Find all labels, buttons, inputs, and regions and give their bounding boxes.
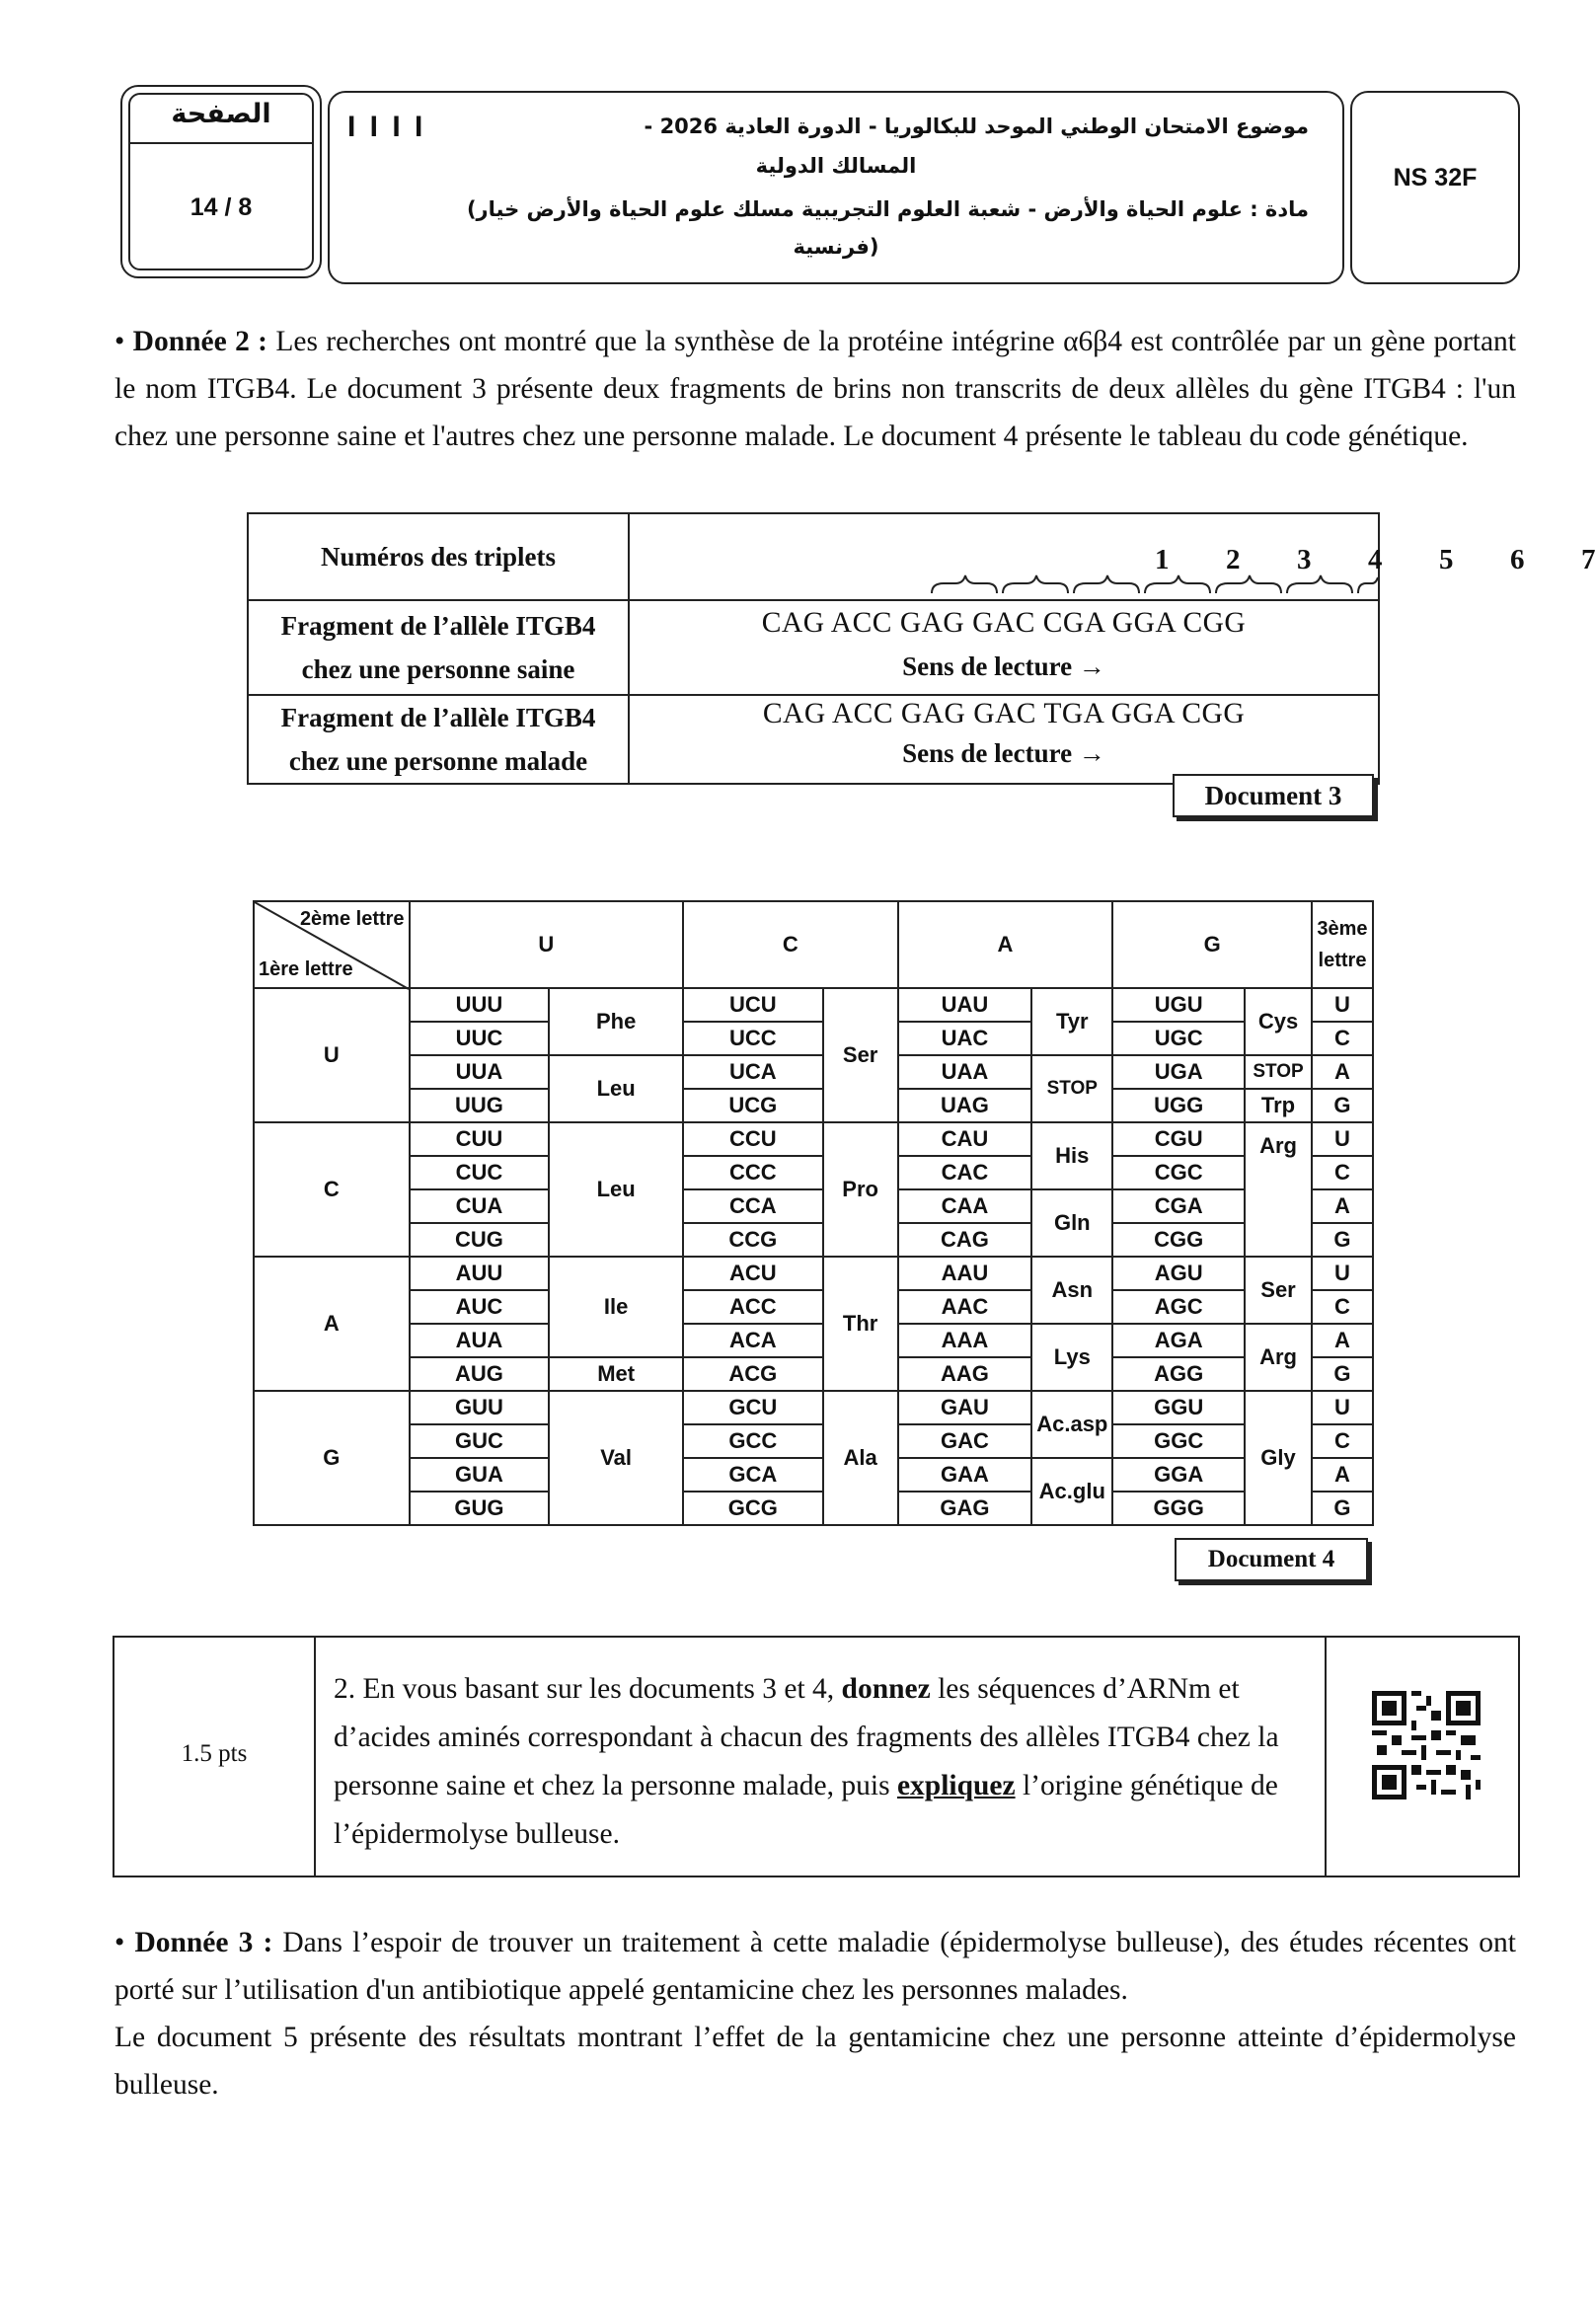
third-letter: G [1312,1089,1373,1122]
codon: CGG [1112,1223,1245,1257]
amino-acid: Gln [1031,1189,1112,1257]
first-letter-c: C [254,1122,410,1257]
column-header-a: A [898,901,1113,988]
codon: ACG [683,1357,823,1391]
amino-acid: His [1031,1122,1112,1189]
codon: GCU [683,1391,823,1424]
codon: GAC [898,1424,1032,1458]
third-letter: G [1312,1357,1373,1391]
third-letter: U [1312,1122,1373,1156]
donnee-3-paragraph [114,1919,1516,2108]
triplet-numbers-row [630,514,1596,599]
question-2-text [334,1665,1321,1859]
page-number: 14 / 8 [190,193,253,221]
points-value: 1.5 pts [181,1740,248,1767]
third-letter-label: 3ème lettre [1312,901,1373,988]
codon: AUG [410,1357,550,1391]
sick-reading-direction: Sens de lecture → [902,738,1105,768]
amino-acid: Ser [1245,1257,1312,1324]
second-letter-label: 2ème lettre [299,908,405,930]
amino-acid: Gly [1245,1391,1312,1525]
codon: AGG [1112,1357,1245,1391]
sick-allele-label-line1: Fragment de l’allèle ITGB4 [280,703,596,732]
codon: AAC [898,1290,1032,1324]
exam-track-line: المسالك الدولية [755,154,917,178]
codon: GCG [683,1492,823,1525]
codon: AGA [1112,1324,1245,1357]
codon: AUC [410,1290,550,1324]
codon: GUA [410,1458,550,1492]
amino-acid: Trp [1245,1089,1312,1122]
first-letter-u: U [254,988,410,1122]
question-text-part: l’origine génétique de l’épidermolyse bulleuse. [334,1770,1278,1850]
codon: UGU [1112,988,1245,1022]
third-letter: G [1312,1492,1373,1525]
third-letter: A [1312,1189,1373,1223]
codon: GAG [898,1492,1032,1525]
exam-title-line: موضوع الامتحان الوطني الموحد للبكالوريا - الدورة العادية 2026 - [644,115,1309,138]
amino-acid: Ac.asp [1031,1391,1112,1458]
amino-acid: Pro [823,1122,898,1257]
codon: GCA [683,1458,823,1492]
codon: GGG [1112,1492,1245,1525]
third-letter: U [1312,1391,1373,1424]
document-3-caption: Document 3 [1173,774,1374,817]
third-letter: C [1312,1156,1373,1189]
codon: CAC [898,1156,1032,1189]
amino-acid: Phe [549,988,683,1055]
codon: UUA [410,1055,550,1089]
codon: UAA [898,1055,1032,1089]
codon: CGU [1112,1122,1245,1156]
question-number: 2. [334,1673,356,1705]
codon: CGC [1112,1156,1245,1189]
amino-acid: Lys [1031,1324,1112,1391]
amino-acid: Cys [1245,988,1312,1055]
codon: UGC [1112,1022,1245,1055]
triplet-number: 7 [1581,544,1596,575]
amino-acid: Val [549,1391,683,1525]
codon: GGU [1112,1391,1245,1424]
codon: UUC [410,1022,550,1055]
codon: CUA [410,1189,550,1223]
donnee-3-text: Dans l’espoir de trouver un traitement à cette maladie (épidermolyse bulleuse), des études récentes ont porté sur l’utilisation d'un antibiotique appelé gentamicine chez les personnes malades. [114,1927,1517,2006]
third-letter: C [1312,1424,1373,1458]
triplet-number: 1 [1155,544,1170,575]
codon: GCC [683,1424,823,1458]
third-letter: A [1312,1458,1373,1492]
page-number-box [120,85,322,278]
question-text-part: les séquences d’ARNm et d’acides aminés correspondant à chacun des fragments des allèles ITGB4 chez la personne saine et chez la personne malade, puis [334,1673,1279,1801]
amino-acid: Leu [549,1055,683,1122]
codon: UCC [683,1022,823,1055]
codon: GGA [1112,1458,1245,1492]
codon: AGU [1112,1257,1245,1290]
triplet-number: 4 [1368,544,1383,575]
ns-code: NS 32F [1393,164,1478,191]
triplet-numbers-header: Numéros des triplets [248,513,629,600]
column-header-u: U [410,901,683,988]
codon: CCG [683,1223,823,1257]
exam-code-box [1350,91,1520,284]
bullet: • [114,326,133,357]
healthy-allele-label [248,600,629,695]
codon: GAU [898,1391,1032,1424]
codon: CUC [410,1156,550,1189]
exam-subject-line: مادة : علوم الحياة والأرض - شعبة العلوم التجريبية مسلك علوم الحياة والأرض خيار) [466,197,1309,221]
codon: CCU [683,1122,823,1156]
third-letter: A [1312,1324,1373,1357]
amino-acid: Ala [823,1391,898,1525]
amino-acid: Arg [1245,1324,1312,1391]
question-text-part: En vous basant sur les documents 3 et 4, [355,1673,842,1705]
codon: CUG [410,1223,550,1257]
codon: UAU [898,988,1032,1022]
exam-title-box [328,91,1344,284]
amino-acid: Leu [549,1122,683,1257]
codon: UCU [683,988,823,1022]
codon: CCC [683,1156,823,1189]
healthy-allele-sequence: CAG ACC GAG GAC CGA GGA CGG [761,607,1247,639]
amino-acid: Thr [823,1257,898,1391]
page-number-inner-frame [128,93,314,270]
codon: CCA [683,1189,823,1223]
donnee-3-label: Donnée 3 : [134,1927,273,1958]
third-letter: C [1312,1022,1373,1055]
codon: AAA [898,1324,1032,1357]
first-letter-label: 1ère lettre [259,958,353,980]
codon: UAG [898,1089,1032,1122]
qr-code-column [1325,1638,1518,1876]
codon: UUG [410,1089,550,1122]
sick-allele-sequence: CAG ACC GAG GAC TGA GGA CGG [762,698,1246,729]
exam-code-marks: I I I I [347,111,426,143]
third-letter: U [1312,1257,1373,1290]
codon: ACU [683,1257,823,1290]
bullet: • [114,1927,135,1958]
codon: AGC [1112,1290,1245,1324]
amino-acid: Arg [1245,1122,1312,1257]
donnee-2-paragraph [114,318,1516,460]
question-keyword-expliquez: expliquez [896,1770,1016,1801]
codon: CGA [1112,1189,1245,1223]
third-letter: C [1312,1290,1373,1324]
genetic-code-table [253,900,1374,1526]
first-letter-g: G [254,1391,410,1525]
codon: AUU [410,1257,550,1290]
third-letter: A [1312,1055,1373,1089]
triplet-number: 5 [1439,544,1454,575]
codon: CAG [898,1223,1032,1257]
sick-allele-label [248,695,629,784]
codon: GUU [410,1391,550,1424]
healthy-allele-label-line2: chez une personne saine [301,654,575,684]
third-letter: U [1312,988,1373,1022]
codon: ACA [683,1324,823,1357]
codon: AAG [898,1357,1032,1391]
amino-acid: STOP [1245,1055,1312,1089]
triplet-braces [630,514,1380,599]
column-header-g: G [1112,901,1312,988]
amino-acid: Ser [823,988,898,1122]
points-column [114,1638,316,1876]
codon: AUA [410,1324,550,1357]
codon: GAA [898,1458,1032,1492]
donnee-2-text: Les recherches ont montré que la synthèse de la protéine intégrine α6β4 est contrôlée par un gène portant le nom ITGB4. Le document 3 présente deux fragments de brins non transcrits de deux allèles du gène ITGB4 : l'un chez une personne saine et l'autres chez une personne malade. Le document 4 présente le tableau du code génétique. [114,326,1517,452]
exam-option-line: (فرنسية [793,235,879,259]
codon: UUU [410,988,550,1022]
codon: UCA [683,1055,823,1089]
genetic-code-corner [254,901,410,988]
qr-code-icon [1372,1691,1481,1799]
codon: UGA [1112,1055,1245,1089]
codon: GUC [410,1424,550,1458]
triplet-number: 6 [1510,544,1525,575]
healthy-reading-direction: Sens de lecture → [902,651,1105,681]
codon: CAU [898,1122,1032,1156]
document-4-caption: Document 4 [1175,1538,1368,1581]
donnee-3-text-2: Le document 5 présente des résultats montrant l’effet de la gentamicine chez une personne atteinte d’épidermolyse bulleuse. [114,2022,1516,2101]
question-2-box [113,1636,1520,1877]
triplet-number: 3 [1297,544,1312,575]
amino-acid: STOP [1031,1055,1112,1122]
amino-acid: Met [549,1357,683,1391]
codon: GUG [410,1492,550,1525]
amino-acid: Ac.glu [1031,1458,1112,1525]
codon: CUU [410,1122,550,1156]
page-box-divider [130,142,312,144]
codon: ACC [683,1290,823,1324]
document-3-table [247,512,1596,785]
codon: AAU [898,1257,1032,1290]
question-keyword-donnez: donnez [841,1673,931,1705]
column-header-c: C [683,901,898,988]
sick-allele-label-line2: chez une personne malade [288,746,588,776]
page-label: الصفحة [171,99,271,129]
codon: UCG [683,1089,823,1122]
healthy-allele-label-line1: Fragment de l’allèle ITGB4 [280,611,596,641]
third-letter: G [1312,1223,1373,1257]
amino-acid: Asn [1031,1257,1112,1324]
codon: UAC [898,1022,1032,1055]
triplet-number: 2 [1226,544,1241,575]
codon: GGC [1112,1424,1245,1458]
codon: UGG [1112,1089,1245,1122]
amino-acid: Ile [549,1257,683,1357]
first-letter-a: A [254,1257,410,1391]
donnee-2-label: Donnée 2 : [132,326,267,357]
amino-acid: Tyr [1031,988,1112,1055]
codon: CAA [898,1189,1032,1223]
